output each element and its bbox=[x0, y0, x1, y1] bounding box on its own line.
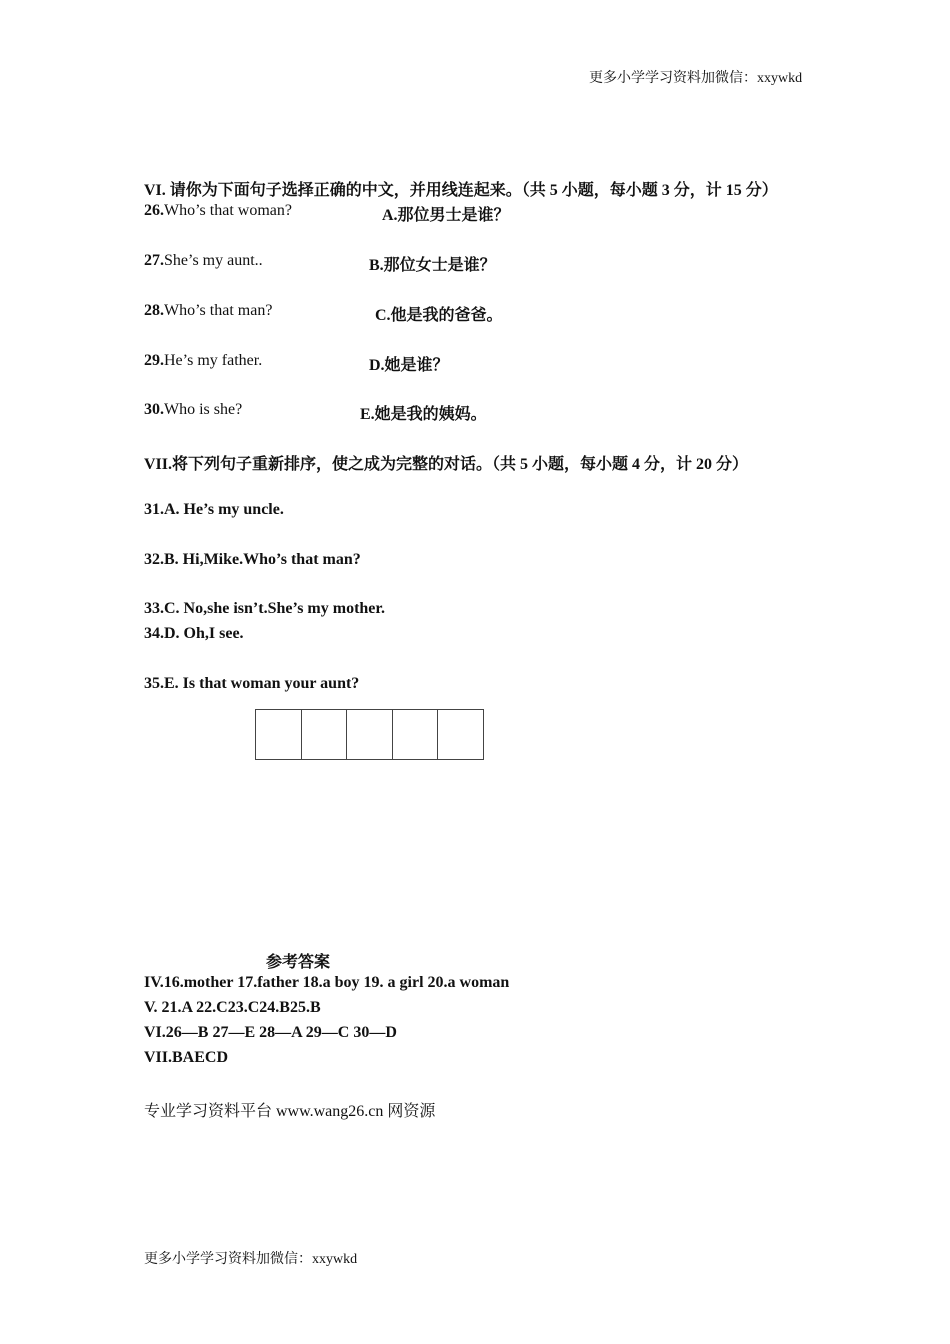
answer-grid bbox=[255, 709, 484, 760]
question-number: 30. bbox=[144, 401, 164, 418]
answer-line-v: V. 21.A 22.C23.C24.B25.B bbox=[144, 999, 321, 1016]
answer-box[interactable] bbox=[438, 710, 483, 759]
question-number: 28. bbox=[144, 302, 164, 319]
question-text: She’s my aunt.. bbox=[164, 252, 263, 269]
question-number: 26. bbox=[144, 202, 164, 219]
option-e: E.她是我的姨妈。 bbox=[360, 406, 487, 423]
answer-line-vii: VII.BAECD bbox=[144, 1049, 229, 1066]
question-text: Who’s that man? bbox=[164, 302, 273, 319]
sentence-35: 35.E. Is that woman your aunt? bbox=[144, 675, 360, 692]
question-27 bbox=[144, 252, 263, 270]
answer-box[interactable] bbox=[347, 710, 393, 759]
answer-box[interactable] bbox=[256, 710, 302, 759]
platform-text: 专业学习资料平台 www.wang26.cn 网资源 bbox=[144, 1103, 436, 1120]
question-text: Who’s that woman? bbox=[164, 202, 292, 219]
answer-key-heading: 参考答案 bbox=[266, 954, 331, 971]
answer-box[interactable] bbox=[393, 710, 439, 759]
page-footer: 更多小学学习资料加微信：xxywkd bbox=[144, 1252, 358, 1267]
question-text: Who is she? bbox=[164, 401, 243, 418]
sentence-32: 32.B. Hi,Mike.Who’s that man? bbox=[144, 551, 361, 568]
sentence-31: 31.A. He’s my uncle. bbox=[144, 501, 284, 518]
sentence-34: 34.D. Oh,I see. bbox=[144, 625, 244, 642]
answer-line-iv: IV.16.mother 17.father 18.a boy 19. a girl 20.a woman bbox=[144, 974, 510, 991]
question-text: He’s my father. bbox=[164, 352, 263, 369]
question-28 bbox=[144, 302, 272, 320]
option-c: C.他是我的爸爸。 bbox=[375, 307, 503, 324]
option-a: A.那位男士是谁？ bbox=[382, 207, 510, 224]
option-d: D.她是谁？ bbox=[369, 357, 449, 374]
answer-line-vi: VI.26—B 27—E 28—A 29—C 30—D bbox=[144, 1024, 397, 1041]
sentence-33: 33.C. No,she isn’t.She’s my mother. bbox=[144, 600, 386, 617]
page-header: 更多小学学习资料加微信：xxywkd bbox=[589, 71, 803, 86]
question-number: 27. bbox=[144, 252, 164, 269]
answer-box[interactable] bbox=[302, 710, 348, 759]
option-b: B.那位女士是谁？ bbox=[369, 257, 496, 274]
question-30 bbox=[144, 401, 242, 419]
section-6-title: VI. 请你为下面句子选择正确的中文，并用线连起来。（共 5 小题，每小题 3 分，计 15 分） bbox=[144, 182, 778, 199]
question-29 bbox=[144, 352, 262, 370]
section-7-title: VII.将下列句子重新排序，使之成为完整的对话。（共 5 小题，每小题 4 分，计 20 分） bbox=[144, 456, 749, 473]
question-number: 29. bbox=[144, 352, 164, 369]
question-26 bbox=[144, 202, 292, 220]
